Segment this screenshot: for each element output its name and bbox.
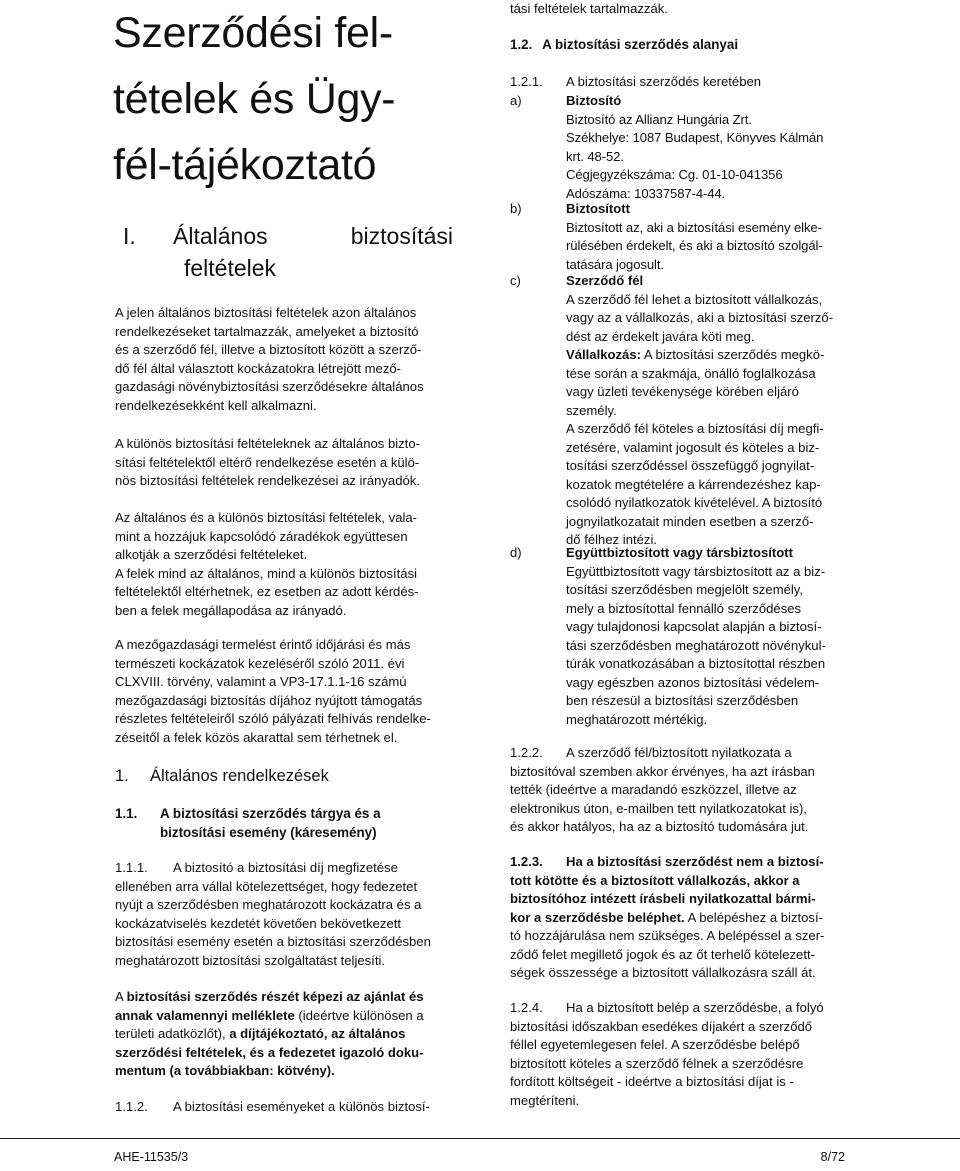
text-line: Az általános és a különös biztosítási feltételek, vala- — [115, 510, 418, 525]
paragraph-1-1-2 — [115, 1098, 455, 1117]
text-line: ződő felet megillető jogok és az őt terhelő kötelezett- — [510, 946, 815, 962]
page-footer — [0, 1138, 960, 1164]
text-line: tási szerződésben meghatározott növénykul- — [566, 637, 826, 653]
text-line: Cégjegyzékszáma: Cg. 01-10-041356 — [566, 167, 783, 182]
text-line: mely a biztosítottal fennálló szerződéses — [566, 600, 802, 616]
item-c — [510, 272, 840, 547]
text-line: meghatározott biztosítási szolgáltatást teljesíti. — [115, 952, 386, 968]
text-line: tése során a szakmája, önálló foglalkozása — [566, 365, 816, 381]
text-line: A szerződő fél/biztosított nyilatkozata a — [566, 745, 792, 760]
text-line: túrák vonatkozásában a biztosítottal részben — [566, 656, 826, 671]
text-line: vagy egészben azonos biztosítási védelem- — [566, 674, 820, 690]
para-number: 1.2.3. — [510, 854, 543, 869]
text-run: szerződési feltételek, és a fedezetet igazoló doku- — [115, 1044, 424, 1060]
heading-text: biztosítási esemény (káresemény) — [160, 824, 377, 840]
para-number: 1.1.2. — [115, 1099, 148, 1114]
title-line-2: tételek és Ügy- — [113, 75, 396, 123]
text-line: A szerződő fél köteles a biztosítási díj megfi- — [566, 421, 824, 436]
text-line: vagy az a vállalkozás, aki a biztosítási szerző- — [566, 310, 834, 325]
heading-number: 1.2. — [510, 37, 533, 52]
text-line: A különös biztosítási feltételeknek az általános bizto- — [115, 436, 420, 451]
text-line: személy. — [566, 402, 617, 418]
heading-1 — [115, 766, 450, 786]
text-line: nyújt a szerződésben meghatározott kockázatra és a — [115, 897, 422, 912]
text-line: Székhelye: 1087 Budapest, Könyves Kálmán — [566, 130, 824, 145]
item-label: b) — [510, 201, 522, 216]
text-line: CLXVIII. törvény, valamint a VP3-17.1.1-16 számú — [115, 674, 407, 689]
text-line: Biztosított az, aki a biztosítási esemény elke- — [566, 219, 822, 235]
heading-text: Általános rendelkezések — [150, 767, 329, 785]
text-line: jognyilatkozatait minden esetben a szerző- — [566, 513, 814, 529]
text-line: Együttbiztosított vagy társbiztosított az a biz- — [566, 563, 826, 579]
paragraph-conditions — [115, 509, 419, 620]
text-line: krt. 48-52. — [566, 148, 624, 164]
text-run: a díjtájékoztató, az általános — [229, 1026, 406, 1041]
text-line: megtéríteni. — [510, 1092, 580, 1108]
paragraph-1-1-1 — [115, 859, 450, 970]
text-line: részletes feltételeiről szóló pályázati felhívás rendelke- — [115, 711, 431, 726]
text-line: biztosítóval szemben akkor érvényes, ha azt írásban — [510, 763, 815, 779]
text-run: biztosítási szerződés részét képezi az ajánlat és — [126, 989, 424, 1004]
text-line: A biztosítási eseményeket a különös biztosí- — [173, 1099, 430, 1114]
text-run: kor a szerződésbe beléphet. — [510, 909, 685, 925]
item-label: a) — [510, 93, 522, 108]
text-run: A biztosítási szerződés megkö- — [640, 347, 825, 362]
text-line: fordított költségeit - ideértve a biztosítási díjat is - — [510, 1074, 794, 1089]
text-line: rendelkezéseket tartalmazzák, amelyeket a biztosító — [115, 323, 419, 339]
text-line: feltételektől eltérhetnek, ez esetben az adott kérdés- — [115, 584, 419, 599]
text-line: ellenében arra vállal kötelezettséget, hogy fedezetet — [115, 878, 418, 894]
paragraph-1-2-4 — [510, 999, 845, 1110]
para-number: 1.2.4. — [510, 1000, 543, 1015]
text-line: Biztosító az Allianz Hungária Zrt. — [566, 111, 752, 127]
text-line: A mezőgazdasági termelést érintő időjárási és más — [115, 637, 411, 652]
text-line: tosítási szerződéssel összefüggő jognyilat- — [566, 458, 815, 473]
text-run: A belépéshez a biztosí- — [684, 909, 823, 925]
text-line: biztosítási esemény esetén a biztosítási szerződésben — [115, 934, 431, 949]
text-line: A felek mind az általános, mind a különös biztosítási — [115, 565, 418, 581]
paragraph-law — [115, 636, 431, 747]
heading-number: 1. — [115, 767, 129, 785]
item-heading: Szerződő fél — [566, 273, 644, 288]
paragraph-1-2-1 — [510, 73, 840, 92]
paragraph-intro — [115, 304, 424, 415]
text-run: Vállalkozás: — [566, 347, 641, 362]
text-run: Ha a biztosítási szerződést nem a biztosí- — [566, 854, 824, 869]
title-line-3: fél-tájékoztató — [113, 141, 377, 189]
heading-text: A biztosítási szerződés alanyai — [542, 37, 739, 52]
text-line: tó hozzájárulása nem szükséges. A belépéssel a szer- — [510, 928, 825, 943]
text-line: tatására jogosult. — [566, 256, 664, 272]
document-code: AHE-11535/3 — [114, 1150, 189, 1164]
document-title — [113, 0, 395, 198]
paragraph-special — [115, 435, 420, 491]
text-line: Ha a biztosított belép a szerződésbe, a folyó — [566, 1000, 824, 1015]
item-label: d) — [510, 545, 522, 560]
text-line: sítási feltételektől eltérő rendelkezése esetén a külö- — [115, 454, 420, 470]
text-line: A jelen általános biztosítási feltételek azon általános — [115, 305, 417, 320]
text-line: A biztosító a biztosítási díj megfizetése — [173, 860, 398, 875]
item-a — [510, 92, 840, 202]
item-d — [510, 544, 840, 734]
text-line: természeti kockázatok kezeléséről szóló 2011. évi — [115, 655, 405, 671]
title-line-1: Szerződési fel- — [113, 9, 393, 57]
item-b — [510, 200, 840, 274]
para-number: 1.2.1. — [510, 74, 543, 89]
section-word-2: biztosítási — [350, 223, 453, 249]
text-line: dést az érdekelt javára köti meg. — [566, 328, 755, 344]
text-line: meghatározott mértékig. — [566, 711, 708, 727]
text-line: tási feltételek tartalmazzák. — [510, 1, 668, 16]
item-heading: Együttbiztosított vagy társbiztosított — [566, 545, 793, 560]
text-line: vagy üzleti tevékenysége körében eljáró — [566, 384, 799, 399]
text-line: biztosítási időszakban esedékes díjakért a szerződő — [510, 1018, 813, 1034]
section-word-1: Általános — [173, 223, 268, 249]
text-line: dő fél által választott kockázatokra létrejött mező- — [115, 360, 402, 376]
para-number: 1.2.2. — [510, 745, 543, 760]
section-heading — [123, 219, 453, 289]
text-run: annak valamennyi melléklete — [115, 1007, 295, 1023]
text-line: zetésére, valamint jogosult és köteles a biz- — [566, 439, 820, 455]
text-line: tosítási szerződésben megjelölt személy, — [566, 582, 804, 597]
text-line: rülésében érdekelt, és aki a biztosító szolgál- — [566, 238, 823, 253]
text-line: Adószáma: 10337587-4-44. — [566, 185, 726, 201]
text-line: elektronikus úton, e-mailben tett nyilatkozatokat is), — [510, 800, 807, 816]
section-number: I. — [123, 223, 136, 249]
text-run: biztosítóhoz intézett írásbeli nyilatkozattal bármi- — [510, 891, 816, 906]
heading-number: 1.1. — [115, 806, 138, 821]
paragraph-1-2-2 — [510, 744, 845, 837]
text-line: gazdasági növénybiztosítási szerződésekre általános — [115, 379, 424, 394]
paragraph-documents — [115, 988, 450, 1081]
heading-1-2 — [510, 36, 840, 55]
page-number: 8/72 — [820, 1150, 845, 1164]
text-line: ségek összessége a biztosított vállalkozásra száll át. — [510, 965, 816, 980]
text-run: területi adatközlőt), — [115, 1026, 230, 1041]
item-heading: Biztosított — [566, 201, 630, 216]
text-line: kozatok megtételére a kárrendezéshez kap- — [566, 476, 821, 492]
paragraph-1-2-3 — [510, 853, 845, 983]
section-word-3: feltételek — [184, 255, 277, 281]
text-line: vagy tulajdonosi kapcsolat alapján a biztosí- — [566, 619, 822, 634]
text-run: A — [115, 989, 127, 1004]
text-line: mezőgazdasági biztosítás díjához nyújtott támogatás — [115, 692, 423, 708]
text-line: tették (ideértve a maradandó eszközzel, illetve az — [510, 782, 797, 797]
text-line: A szerződő fél lehet a biztosított vállalkozás, — [566, 291, 823, 307]
text-line: és a szerződő fél, illetve a biztosított között a szerző- — [115, 342, 422, 357]
text-line: zéseitől a felek közös akarattal sem térhetnek el. — [115, 729, 398, 745]
text-run: tott kötötte és a biztosított vállalkozás, akkor a — [510, 872, 800, 888]
text-line: csolódó nyilatkozatok kivételével. A biztosító — [566, 495, 823, 510]
text-line: rendelkezésekként kell alkalmazni. — [115, 397, 317, 413]
text-run: mentum (a továbbiakban: kötvény). — [115, 1063, 335, 1078]
text-line: kockázatviselés kezdetét követően bekövetkezett — [115, 915, 402, 931]
text-run: (ideértve különösen a — [294, 1007, 424, 1023]
heading-text: A biztosítási szerződés tárgya és a — [160, 806, 381, 821]
text-line: dő félhez intézi. — [566, 532, 657, 547]
text-line: mint a hozzájuk kapcsolódó záradékok együttesen — [115, 528, 408, 544]
item-label: c) — [510, 273, 521, 288]
item-heading: Biztosító — [566, 93, 622, 108]
text-line: és akkor hatályos, ha az a biztosító tudomására jut. — [510, 819, 809, 834]
text-line: alkotják a szerződési feltételeket. — [115, 547, 308, 562]
para-number: 1.1.1. — [115, 860, 148, 875]
text-line: ben részesül a biztosítási szerződésben — [566, 693, 799, 708]
text-line: A biztosítási szerződés keretében — [566, 74, 762, 89]
text-line: nös biztosítási feltételek rendelkezései az irányadók. — [115, 473, 420, 488]
heading-1-1 — [115, 805, 450, 842]
text-line: biztosított köteles a szerződő félnek a szerződésre — [510, 1055, 804, 1071]
text-line: ben a felek megállapodása az irányadó. — [115, 602, 347, 618]
text-line: féllel egyetemlegesen felel. A szerződésbe belépő — [510, 1037, 800, 1052]
